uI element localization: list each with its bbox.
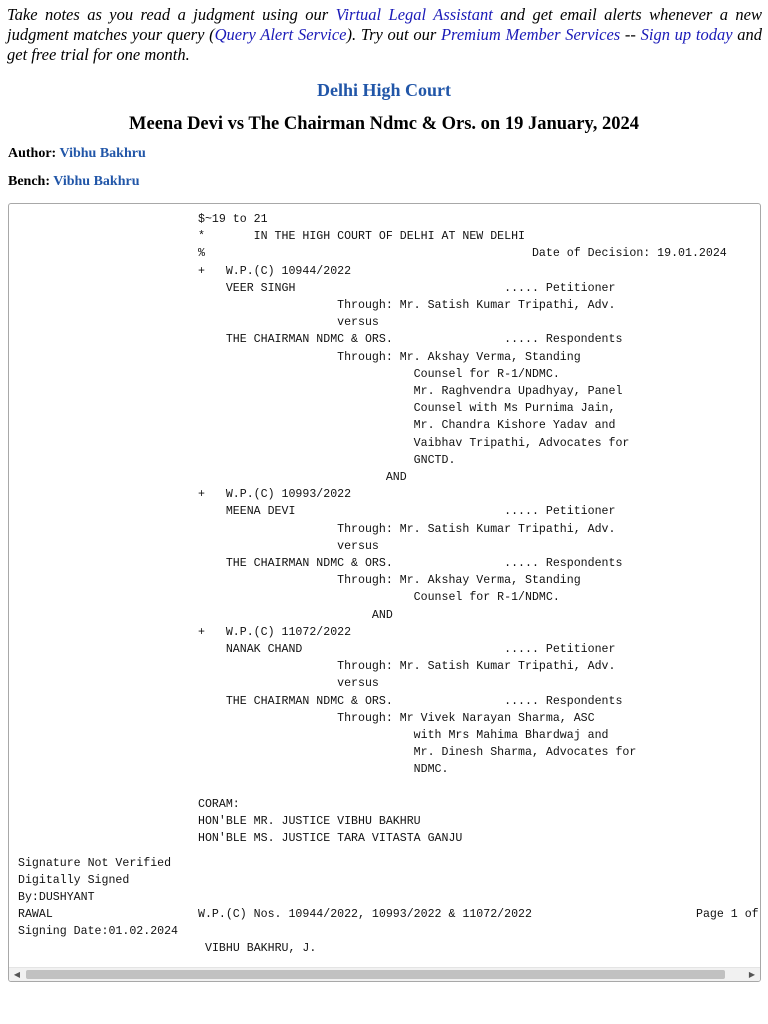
promo-banner [7, 5, 762, 65]
judge-line: VIBHU BAKHRU, J. [205, 942, 317, 955]
judgment-line: * IN THE HIGH COURT OF DELHI AT NEW DELHI [198, 230, 525, 244]
judgment-line: with Mrs Mahima Bhardwaj and [198, 729, 609, 742]
judgment-line: + W.P.(C) 11072/2022 [198, 625, 352, 639]
judgment-line: + W.P.(C) 10993/2022 [198, 488, 352, 502]
horizontal-scrollbar[interactable] [9, 967, 760, 981]
judgment-line: $~19 to 21 [198, 213, 268, 226]
judgment-line: versus [198, 539, 379, 553]
author-label: Author: [8, 146, 57, 161]
scrollbar-thumb[interactable] [26, 970, 725, 979]
page-number: Page 1 of [696, 908, 759, 921]
judgment-line: % Date of Decision: 19.01.2024 [198, 247, 727, 261]
promo-text-2: and get email alerts whenever a new judgment matches your query ( [7, 5, 762, 44]
judgment-line: VEER SINGH ..... Petitioner [198, 281, 616, 295]
promo-text-4: -- [620, 25, 641, 44]
judgment-line: Through: Mr Vivek Narayan Sharma, ASC [198, 711, 595, 725]
scroll-left-icon[interactable]: ◀ [13, 970, 21, 979]
judgment-line: HON'BLE MS. JUSTICE TARA VITASTA GANJU [198, 832, 463, 846]
judgment-line: Through: Mr. Satish Kumar Tripathi, Adv. [198, 299, 616, 312]
judgment-line: versus [198, 677, 379, 691]
bench-label: Bench: [8, 174, 50, 189]
judgment-line: Through: Mr. Akshay Verma, Standing [198, 350, 581, 364]
signature-line: Signing Date:01.02.2024 [18, 925, 179, 938]
signature-line: Signature Not Verified [18, 857, 172, 870]
judgment-line: NDMC. [198, 763, 449, 777]
judgment-line: Through: Mr. Satish Kumar Tripathi, Adv. [198, 522, 616, 536]
promo-text-5: and get free trial for one month. [7, 25, 762, 64]
judgment-line: Counsel for R-1/NDMC. [198, 591, 560, 605]
judgment-line: THE CHAIRMAN NDMC & ORS. ..... Respondents [198, 557, 623, 570]
judgment-line: Mr. Chandra Kishore Yadav and [198, 419, 616, 433]
author-line [8, 146, 146, 162]
bench-link[interactable]: Vibhu Bakhru [53, 174, 140, 189]
signature-line: By:DUSHYANT [18, 891, 95, 904]
promo-text-1: Take notes as you read a judgment using our [7, 5, 336, 24]
court-name: Delhi High Court [316, 80, 451, 100]
judgment-line: Through: Mr. Akshay Verma, Standing [198, 574, 581, 588]
judgment-line: Counsel for R-1/NDMC. [198, 367, 560, 381]
judgment-line: Through: Mr. Satish Kumar Tripathi, Adv. [198, 660, 616, 674]
scroll-right-icon[interactable]: ▶ [748, 970, 756, 979]
judgment-line: + W.P.(C) 10944/2022 [198, 264, 352, 278]
judgment-text-box[interactable] [8, 203, 761, 982]
judgment-line: HON'BLE MR. JUSTICE VIBHU BAKHRU [198, 815, 421, 828]
bench-line [8, 174, 140, 190]
query-alert-service-link[interactable]: Query Alert Service [214, 25, 347, 44]
author-link[interactable]: Vibhu Bakhru [59, 146, 146, 161]
judgment-line: Vaibhav Tripathi, Advocates for [198, 436, 630, 450]
signature-line: RAWAL [18, 908, 53, 921]
judgment-line: AND [198, 608, 393, 622]
signature-line: Digitally Signed [18, 874, 130, 887]
judgment-line: Mr. Raghvendra Upadhyay, Panel [198, 385, 623, 398]
premium-member-services-link[interactable]: Premium Member Services [440, 25, 621, 44]
judgment-line: NANAK CHAND ..... Petitioner [198, 643, 616, 656]
judgment-line: THE CHAIRMAN NDMC & ORS. ..... Respondents [198, 333, 623, 347]
judgment-line: AND [198, 471, 407, 484]
judgment-line: MEENA DEVI ..... Petitioner [198, 505, 616, 519]
virtual-legal-assistant-link[interactable]: Virtual Legal Assistant [335, 5, 493, 24]
judgment-line: versus [198, 316, 379, 330]
judgment-line: CORAM: [198, 797, 240, 811]
judgment-line: Counsel with Ms Purnima Jain, [198, 402, 616, 416]
sign-up-link[interactable]: Sign up today [640, 25, 733, 44]
judgment-line: GNCTD. [198, 453, 456, 467]
judgment-line: Mr. Dinesh Sharma, Advocates for [198, 746, 637, 760]
judgment-title: Meena Devi vs The Chairman Ndmc & Ors. on 19 January, 2024 [129, 114, 639, 134]
promo-text-3: ). Try out our [346, 25, 441, 44]
judgment-line: THE CHAIRMAN NDMC & ORS. ..... Respondents [198, 694, 623, 708]
footer-case-ref: W.P.(C) Nos. 10944/2022, 10993/2022 & 11072/2022 [198, 908, 532, 921]
